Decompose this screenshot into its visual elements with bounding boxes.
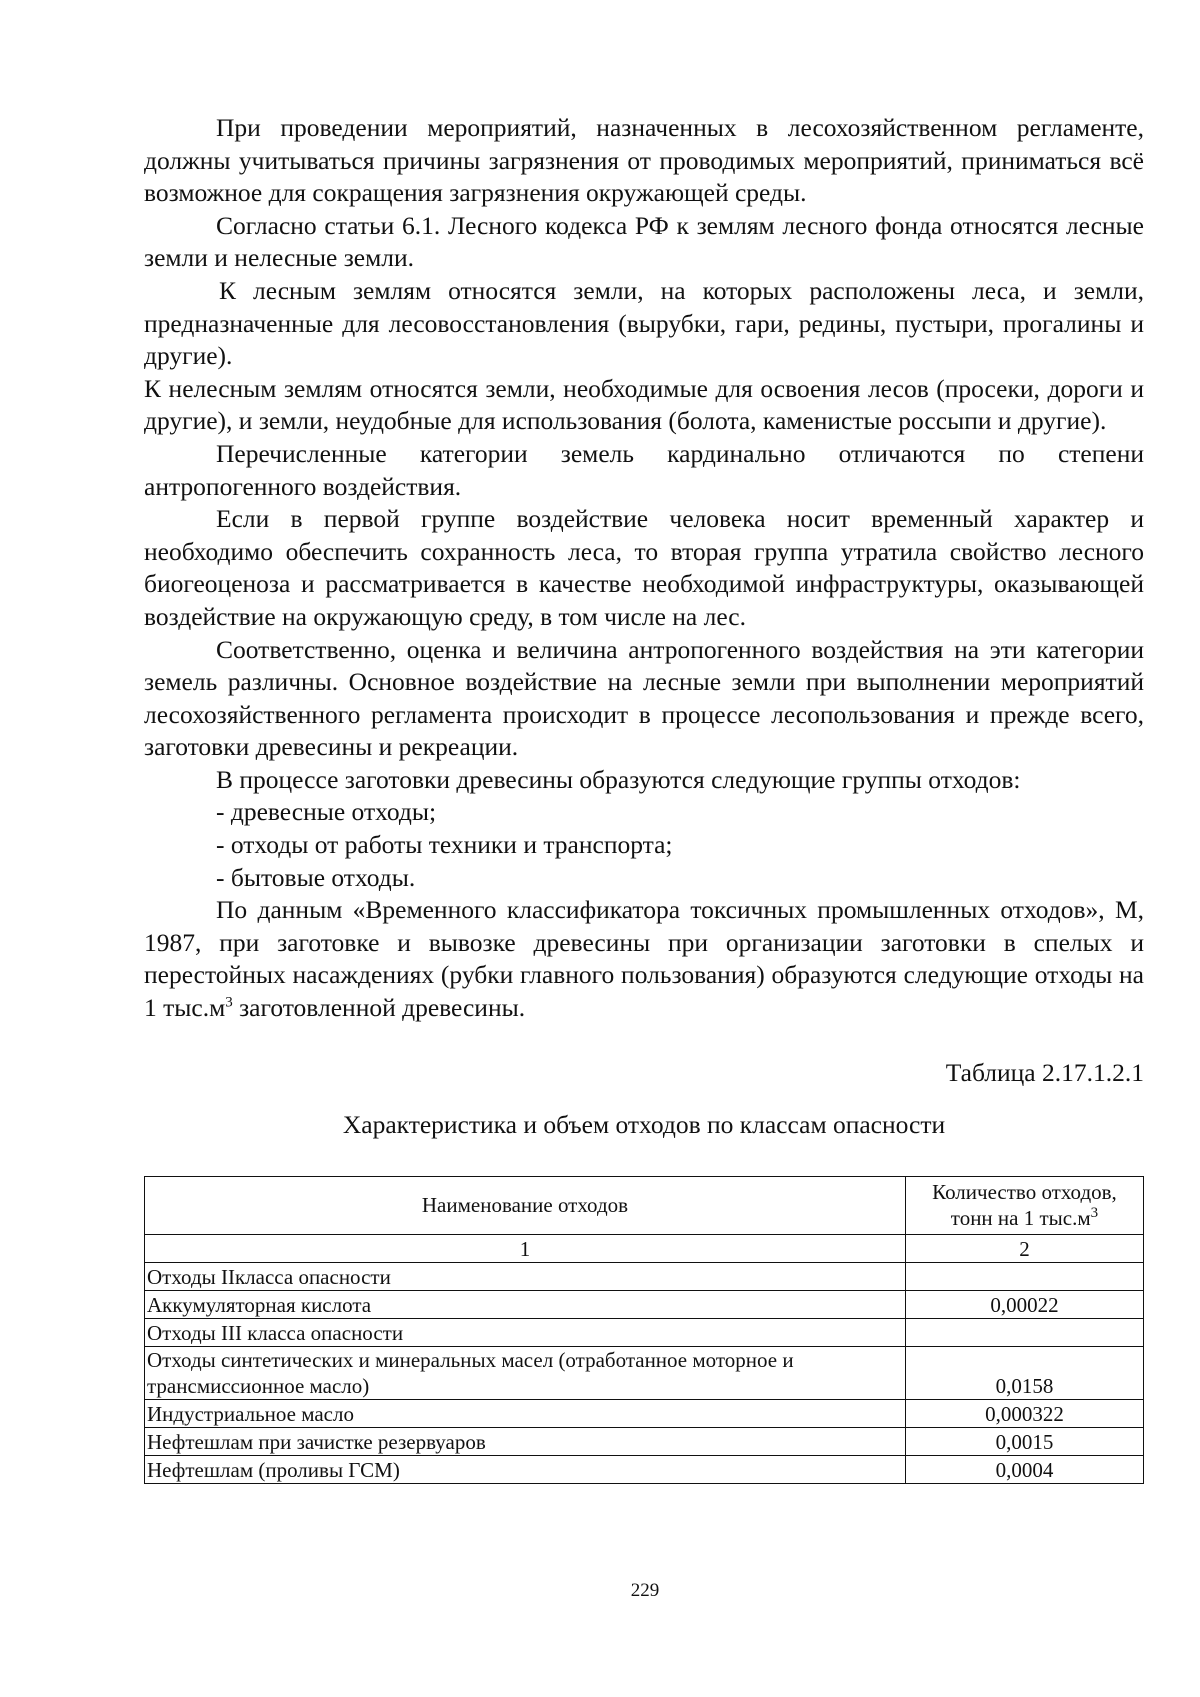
waste-value-cell xyxy=(905,1318,1143,1346)
header-superscript: 3 xyxy=(1090,1205,1099,1222)
header-cell-quantity xyxy=(905,1176,1143,1234)
waste-name-cell: Нефтешлам при зачистке резервуаров xyxy=(145,1427,906,1455)
paragraph-8: В процессе заготовки древесины образуются следующие группы отходов: xyxy=(216,764,1021,794)
list-item: - отходы от работы техники и транспорта; xyxy=(216,830,673,860)
list-item: - древесные отходы; xyxy=(216,797,437,827)
table-caption: Таблица 2.17.1.2.1 xyxy=(945,1057,1144,1087)
document-page xyxy=(144,112,1144,1484)
waste-value-cell: 0,00022 xyxy=(905,1290,1143,1318)
table-row xyxy=(145,1318,1144,1346)
paragraph-7: Соответственно, оценка и величина антропогенного воздействия на эти категории земель различны. Основное воздействие на лесные земли при выполнении мероприятий лесохозяйственного регламента происходит в процессе лесопользования и прежде всего, заготовки древесины и рекреации. xyxy=(144,634,1144,762)
waste-name-cell: Отходы IIкласса опасности xyxy=(145,1262,906,1290)
waste-value-cell xyxy=(905,1262,1143,1290)
column-number-row xyxy=(145,1234,1144,1262)
waste-name-cell: Отходы синтетических и минеральных масел (отработанное моторное и трансмиссионное масло) xyxy=(145,1346,906,1399)
table-header-row xyxy=(145,1176,1144,1234)
paragraph-9-tail: заготовленной древесины. xyxy=(232,993,526,1023)
table-row xyxy=(145,1262,1144,1290)
waste-name-cell: Отходы III класса опасности xyxy=(145,1318,906,1346)
paragraph-6: Если в первой группе воздействие человека носит временный характер и необходимо обеспечить сохранность леса, то вторая группа утратила свойство лесного биогеоценоза и рассматривается в качестве необходимой инфраструктуры, оказывающей воздействие на окружающую среду, в том числе на лес. xyxy=(144,504,1144,631)
table-row xyxy=(145,1399,1144,1427)
paragraph-9 xyxy=(144,894,1144,1024)
paragraph-9-text: По данным «Временного классификатора токсичных промышленных отходов», М, 1987, при заготовке и вывозке древесины при организации заготовки в спелых и перестойных насаждениях (рубки главного пользования) образуются следующие отходы на 1 тыс.м xyxy=(144,895,1144,1023)
table-row xyxy=(145,1427,1144,1455)
paragraph-2: Согласно статьи 6.1. Лесного кодекса РФ к землям лесного фонда относятся лесные земли и нелесные земли. xyxy=(144,210,1144,273)
table-row xyxy=(145,1346,1144,1399)
header-quantity-line1: Количество отходов, xyxy=(932,1180,1117,1205)
page-number: 229 xyxy=(630,1580,660,1601)
column-number: 2 xyxy=(905,1234,1143,1262)
header-quantity-line2: тонн на 1 тыс.м xyxy=(950,1206,1091,1231)
waste-value-cell: 0,0015 xyxy=(905,1427,1143,1455)
waste-value-cell: 0,0158 xyxy=(905,1346,1143,1399)
waste-value-cell: 0,0004 xyxy=(905,1455,1143,1483)
paragraph-4: К нелесным землям относятся земли, необходимые для освоения лесов (просеки, дороги и другие), и земли, неудобные для использования (болота, каменистые россыпи и другие). xyxy=(144,373,1144,436)
column-number: 1 xyxy=(145,1234,906,1262)
table-row xyxy=(145,1455,1144,1483)
paragraph-1: При проведении мероприятий, назначенных в лесохозяйственном регламенте, должны учитываться причины загрязнения от проводимых мероприятий, приниматься всё возможное для сокращения загрязнения окружающей среды. xyxy=(144,113,1144,208)
list-item: - бытовые отходы. xyxy=(216,862,416,892)
waste-value-cell: 0,000322 xyxy=(905,1399,1143,1427)
table-title: Характеристика и объем отходов по классам опасности xyxy=(342,1110,946,1140)
header-cell-name: Наименование отходов xyxy=(145,1176,906,1234)
table-row xyxy=(145,1290,1144,1318)
superscript: 3 xyxy=(225,994,233,1011)
paragraph-3: К лесным землям относятся земли, на которых расположены леса, и земли, предназначенные для лесовосстановления (вырубки, гари, редины, пустыри, прогалины и другие). xyxy=(144,275,1144,371)
waste-name-cell: Индустриальное масло xyxy=(145,1399,906,1427)
waste-table xyxy=(144,1176,1144,1484)
paragraph-5: Перечисленные категории земель кардинально отличаются по степени антропогенного воздействия. xyxy=(144,438,1144,501)
waste-name-cell: Нефтешлам (проливы ГСМ) xyxy=(145,1455,906,1483)
waste-name-cell: Аккумуляторная кислота xyxy=(145,1290,906,1318)
